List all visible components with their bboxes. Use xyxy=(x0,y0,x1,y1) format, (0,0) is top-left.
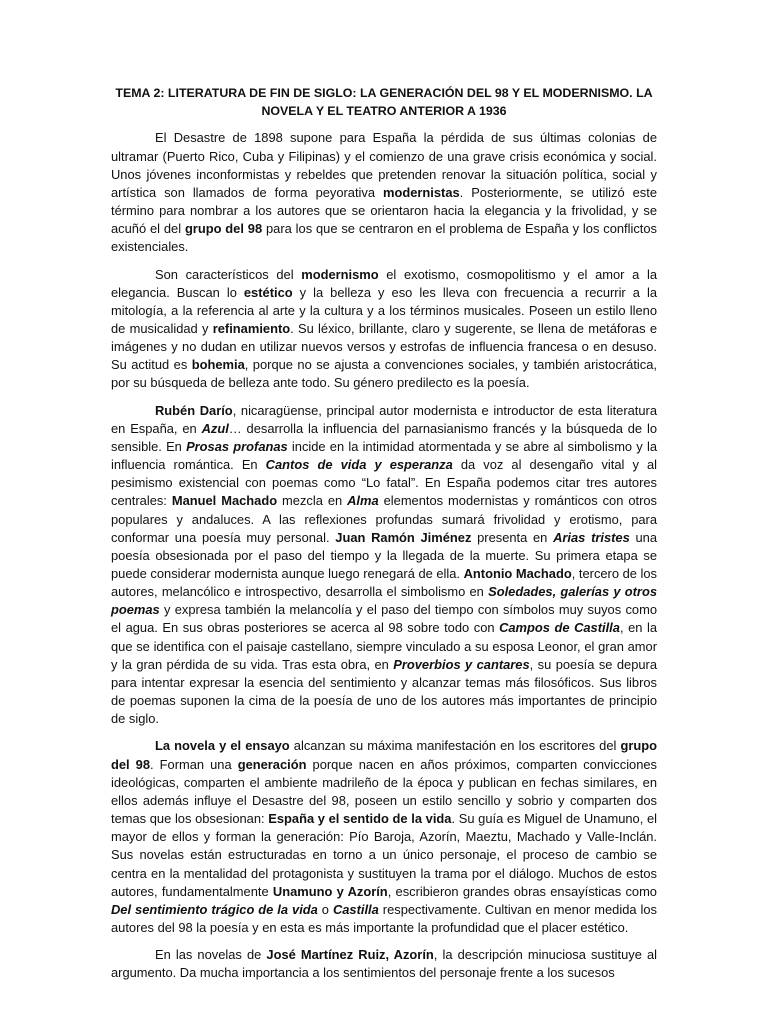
emphasis-text: generación xyxy=(237,756,307,772)
paragraph-text: o xyxy=(317,901,333,917)
emphasis-text: Cantos de vida y esperanza xyxy=(265,457,453,473)
paragraph-text: . Su léxico, brillante, claro y sugerente, se llena de metáforas e imágenes y no dudan en utilizar nuevos versos y estrofas de influencia francesa o en desuso. Su actitud es xyxy=(111,320,657,373)
paragraph-text: En las novelas de xyxy=(155,947,267,963)
emphasis-text: José Martínez Ruiz, Azorín xyxy=(266,947,434,963)
paragraph-text: alcanzan su máxima manifestación en los escritores del xyxy=(289,738,621,754)
emphasis-text: modernistas xyxy=(383,184,460,200)
body-paragraph xyxy=(111,129,657,256)
paragraph-text: . Posteriormente, se utilizó este término para nombrar a los autores que se orientaron hacia la elegancia y la frivolidad, y se acuñó el del xyxy=(111,184,657,237)
paragraph-text: el exotismo, cosmopolitismo y el amor a la elegancia. Buscan lo xyxy=(111,266,657,300)
emphasis-text: Soledades, galerías y otros poemas xyxy=(111,584,657,618)
document-body xyxy=(111,129,657,982)
emphasis-text: Del sentimiento trágico de la vida xyxy=(111,901,318,917)
emphasis-text: Campos de Castilla xyxy=(499,620,620,636)
paragraph-text: . Forman una xyxy=(150,756,238,772)
paragraph-text: , porque no se ajusta a convenciones sociales, y también aristocrática, por su búsqueda de belleza ante todo. Su género predilecto es la poesía. xyxy=(111,357,657,391)
emphasis-text: modernismo xyxy=(301,266,379,282)
body-paragraph xyxy=(111,946,657,982)
paragraph-text: , la descripción minuciosa sustituye al argumento. Da mucha importancia a los sentimientos del personaje frente a los sucesos xyxy=(111,947,658,981)
body-paragraph xyxy=(111,737,657,937)
emphasis-text: Alma xyxy=(347,493,379,509)
emphasis-text: La novela y el ensayo xyxy=(155,738,290,754)
emphasis-text: Arias tristes xyxy=(553,529,630,545)
paragraph-text: , nicaragüense, principal autor modernista e introductor de esta literatura en España, en xyxy=(111,402,657,436)
emphasis-text: Proverbios y cantares xyxy=(393,656,530,672)
paragraph-text: presenta en xyxy=(471,529,554,545)
paragraph-text: respectivamente. Cultivan en menor medida los autores del 98 la poesía y en esta es más importante la profundidad que el placer estético. xyxy=(111,901,658,935)
emphasis-text: Unamuno y Azorín xyxy=(272,883,388,899)
emphasis-text: bohemia xyxy=(191,357,245,373)
emphasis-text: refinamiento xyxy=(212,320,291,336)
emphasis-text: estético xyxy=(243,284,293,300)
emphasis-text: Azul xyxy=(201,420,229,436)
paragraph-text: El Desastre de 1898 supone para España la pérdida de sus últimas colonias de ultramar (Puerto Rico, Cuba y Filipinas) y el comienzo de una grave crisis económica y social. Unos jóvenes inconformistas y rebeldes que pretenden renovar la situación política, social y artística son llamados de forma peyorativa xyxy=(111,130,657,200)
emphasis-text: Manuel Machado xyxy=(171,493,278,509)
emphasis-text: grupo del 98 xyxy=(184,221,263,237)
body-paragraph xyxy=(111,402,657,729)
paragraph-text: porque nacen en años próximos, comparten convicciones ideológicas, comparten el ambiente madrileño de la época y publican en fechas similares, en ellos además influye el Desastre del 98, poseen un estilo sencillo y sobrio y comparten dos temas que los obsesionan: xyxy=(111,756,658,827)
paragraph-text: , escribieron grandes obras ensayísticas como xyxy=(387,883,657,899)
paragraph-text: . Su guía es Miguel de Unamuno, el mayor de ellos y forman la generación: Pío Baroja, Azorín, Maeztu, Machado y Valle-Inclán. Sus novelas están estructuradas en torno a un único personaje, el proceso de cambio se centra en la mentalidad del protagonista y sustituyen la trama por el diálogo. Muchos de estos autores, fundamentalmente xyxy=(111,811,657,899)
paragraph-text: una poesía obsesionada por el paso del tiempo y la llegada de la muerte. Su primera etapa se puede considerar modernista aunque luego renegará de ella. xyxy=(111,529,658,581)
paragraph-text: , tercero de los autores, melancólico e introspectivo, desarrolla el simbolismo en xyxy=(111,566,657,600)
emphasis-text: Prosas profanas xyxy=(186,438,288,454)
paragraph-text: , su poesía se depura para intentar expresar la esencia del sentimiento y alcanzar temas más filosóficos. Sus libros de poemas suponen la cima de la poesía de uno de los autores más importantes de principio de siglo. xyxy=(111,656,657,727)
paragraph-text: … desarrolla la influencia del parnasianismo francés y la búsqueda de lo sensible. En xyxy=(111,420,657,454)
emphasis-text: España y el sentido de la vida xyxy=(268,811,452,827)
paragraph-text: elementos modernistas y románticos con otros populares y andaluces. A las reflexiones profundas sumará frivolidad y erotismo, para conformar una poesía muy personal. xyxy=(111,493,658,545)
paragraph-text: para los que se centraron en el problema de España y los conflictos existenciales. xyxy=(111,221,657,255)
document-title: TEMA 2: LITERATURA DE FIN DE SIGLO: LA GENERACIÓN DEL 98 Y EL MODERNISMO. LA NOVELA Y EL TEATRO ANTERIOR A 1936 xyxy=(115,86,653,119)
paragraph-text: y la belleza y eso les lleva con frecuencia a recurrir a la mitología, a la referencia al arte y la cultura y a los términos musicales. Poseen un estilo lleno de musicalidad y xyxy=(111,284,657,336)
paragraph-text: , en la que se identifica con el paisaje castellano, siempre vinculado a su esposa Leonor, el gran amor y la gran pérdida de su vida. Tras esta obra, en xyxy=(111,620,657,672)
paragraph-text: y expresa también la melancolía y el paso del tiempo con símbolos muy suyos como el agua. En sus obras posteriores se acerca al 98 sobre todo con xyxy=(111,602,657,636)
paragraph-text: Son característicos del xyxy=(155,266,302,282)
paragraph-text: da voz al desengaño vital y al pesimismo existencial con poemas como “Lo fatal”. En España podemos citar tres autores centrales: xyxy=(111,457,658,509)
emphasis-text: Rubén Darío xyxy=(155,402,233,418)
emphasis-text: grupo del 98 xyxy=(111,738,657,772)
emphasis-text: Castilla xyxy=(332,901,379,917)
emphasis-text: Juan Ramón Jiménez xyxy=(335,529,472,545)
emphasis-text: Antonio Machado xyxy=(463,566,572,581)
paragraph-text: mezcla en xyxy=(277,493,348,509)
body-paragraph xyxy=(111,266,657,393)
paragraph-text: incide en la intimidad atormentada y se abre al simbolismo y la influencia romántica. En xyxy=(111,438,657,473)
